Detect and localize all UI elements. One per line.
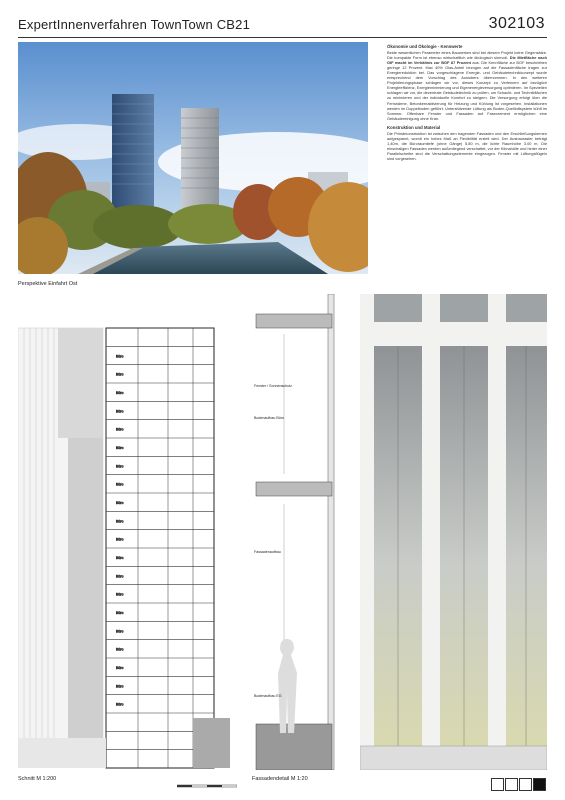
- project-code: 302103: [488, 15, 545, 32]
- floor-label: Büro: [116, 702, 124, 707]
- page-title: ExpertInnenverfahren TownTown CB21: [18, 17, 251, 32]
- floor-label: Büro: [116, 666, 124, 670]
- floor-label: Büro: [116, 647, 124, 652]
- facade-note-1: Fenster / Sonnenschutz: [254, 384, 292, 388]
- text-column: [387, 44, 547, 165]
- header-rule: [18, 37, 547, 38]
- heading-economy: Ökonomie und Ökologie - Kennwerte: [387, 44, 463, 49]
- scale-bar: [177, 776, 237, 780]
- floor-label: Büro: [116, 629, 124, 634]
- floor-label: Büro: [116, 482, 124, 487]
- heading-construction: Konstruktion und Material: [387, 124, 441, 130]
- floor-label: Büro: [116, 409, 124, 414]
- floor-label: Büro: [116, 391, 124, 395]
- index-squares: [490, 778, 546, 796]
- photo-caption: Perspektive Einfahrt Ost: [18, 281, 78, 287]
- floor-label: Büro: [116, 684, 124, 689]
- facade-section-detail: [244, 294, 354, 770]
- floor-label: Büro: [116, 354, 124, 359]
- perspective-image: [18, 42, 368, 274]
- paragraph-construction: Die Primärkonstruktion ist zwischen den tragenden Fassaden und den Erschließungskernen aufgespannt, womit ein hohes Maß an Flexibilität erzielt wird. Der Ausbauraster beträgt 1,40m, die Büroraumtiefe (ohne Gänge) 5.80 m, die lichte Raumhöhe 3.00 m. Die einschaligen Fassaden werden außenliegend verschattet, vor der Klimahülle und hinter einer Parallelscheibe sind die Verschattungselemente eingezogen. Fenster mit Lüftungsflügeln sind vorgesehen.: [387, 130, 547, 161]
- floor-label: Büro: [116, 446, 124, 450]
- floor-label: Büro: [116, 372, 124, 377]
- section-caption: Schnitt M 1:200: [18, 776, 57, 782]
- facade-note-4: Bodenaufbau EG: [254, 694, 282, 698]
- floor-label: Büro: [116, 537, 124, 542]
- facade-elevation-detail: [360, 294, 547, 770]
- section-drawing: [18, 298, 230, 770]
- floor-label: Büro: [116, 574, 124, 579]
- facade-note-2: Bodenaufbau Büro: [254, 416, 284, 420]
- facade-note-3: Fassadenaufbau: [254, 550, 281, 554]
- floor-label: Büro: [116, 519, 124, 524]
- floor-label: Büro: [116, 556, 124, 560]
- paragraph-economy: Beide wesentlichen Parameter eines Bauwerkes sind bei diesem Projekt keine Gegensätze. Die kompakte Form ist ebenso wirtschaftlich wie ökologisch sinnvoll. Die Mietfläche nach GIF macht im Verhältnis zur BGF 87 Prozent aus. Die Kennfläche zur BGF beschrieben geringe 12 Prozent. Max 40% Glas-Anteil bezogen auf die Fassadenfläche tragen zur Energiereduktion bei. Das vorgeschlagene Energie- und Gebäudetechnikkonzept wurde entsprechend dem Vorschlag des Auslobers übernommen. In den weiteren Projektierungsphase schlagen wir vor, dieses Konzept zu Verfeinern auf bezüglich Energieeffizienz, Exergieminimierung und Eigenenergieversorgung optimieren. Im Speziellen schlagen wir vor, die dezentrale Gebäudetechnik zu prüfen, um Schacht- und Technikflächen zu minimieren und der individuelle Komfort zu steigern. Die Versorgung erfolgt über die Fernwärme, Betonkernaktivierung für Heizung und Kühlung ist vorgesehen. Installationen werden im Doppelboden geführt. Unterstützende Lüftung als Boden-Quellluftsystem kühlt im Sommer. Offenbare Fenster und Fassaden auf Faserzement ermöglichen eine Gebäudereinigung ohne Kran.: [387, 50, 548, 121]
- floor-label: Büro: [116, 464, 124, 469]
- floor-label: Büro: [116, 427, 124, 432]
- floor-label: Büro: [116, 501, 124, 505]
- floor-label: Büro: [116, 611, 124, 615]
- floor-label: Büro: [116, 592, 124, 597]
- facade-caption: Fassadendetail M 1:20: [252, 776, 308, 782]
